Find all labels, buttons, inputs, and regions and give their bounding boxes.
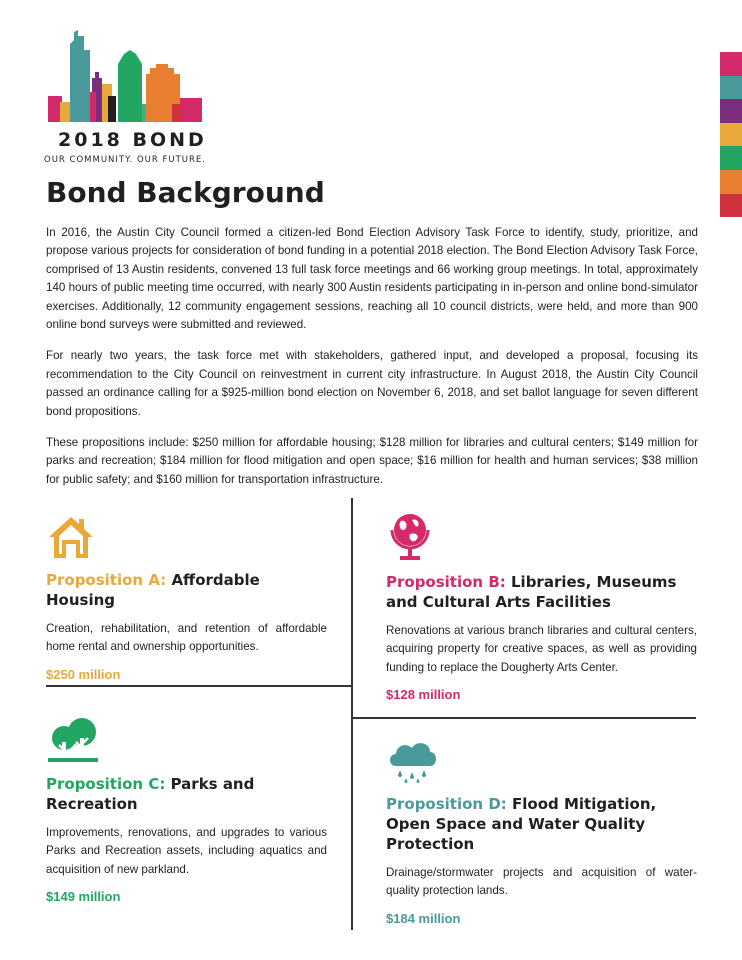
globe-icon bbox=[386, 508, 434, 562]
proposition-c-amount: $149 million bbox=[46, 889, 121, 905]
strip-teal bbox=[720, 76, 742, 100]
proposition-d-name: Flood Mitigation, Open Space and Water Quality Protection bbox=[386, 795, 657, 853]
bond-logo bbox=[44, 30, 206, 166]
proposition-d-amount: $184 million bbox=[386, 910, 461, 926]
proposition-b bbox=[386, 508, 697, 702]
proposition-c-name: Parks and Recreation bbox=[46, 775, 255, 813]
proposition-d-description: Drainage/stormwater projects and acquisition of water-quality protection lands. bbox=[386, 866, 697, 898]
proposition-c bbox=[46, 714, 327, 904]
proposition-a-label: Proposition A: bbox=[46, 571, 167, 589]
logo-title: 2018 BOND bbox=[58, 129, 207, 151]
proposition-a-amount: $250 million bbox=[46, 666, 121, 682]
grid-left-divider bbox=[46, 685, 352, 687]
proposition-c-title bbox=[46, 774, 327, 814]
logo-tagline: OUR COMMUNITY. OUR FUTURE. bbox=[44, 155, 206, 165]
proposition-b-description: Renovations at various branch libraries and cultural centers, acquiring property for creative spaces, as well as providing funding to replace the Dougherty Arts Center. bbox=[386, 624, 697, 674]
proposition-d bbox=[386, 738, 697, 926]
proposition-c-description: Improvements, renovations, and upgrades to various Parks and Recreation assets, including aquatics and acquisition of new parkland. bbox=[46, 826, 327, 876]
proposition-a-description: Creation, rehabilitation, and retention of affordable home rental and ownership opportunities. bbox=[46, 622, 327, 654]
grid-right-divider bbox=[352, 717, 696, 719]
proposition-d-title bbox=[386, 794, 697, 854]
strip-red bbox=[720, 194, 742, 218]
trees-icon bbox=[46, 714, 100, 764]
intro-text bbox=[46, 224, 698, 502]
skyline-logo-graphic bbox=[46, 30, 204, 124]
intro-paragraph-1: In 2016, the Austin City Council formed a citizen-led Bond Election Advisory Task Force to identify, study, prioritize, and propose various projects for consideration of bond funding in a potential 2018 election. The Bond Election Advisory Task Force, comprised of 13 Austin residents, convened 13 full task force meetings and 66 working group meetings. In total, approximately 140 hours of public meeting time occurred, with nearly 300 Austin residents participating in in-person and online bond-simulator exercises. Additionally, 12 community engagement sessions, reaching all 10 council districts, were held, and more than 900 online bond surveys were submitted and reviewed. bbox=[46, 226, 698, 332]
strip-orange bbox=[720, 170, 742, 194]
proposition-b-amount: $128 million bbox=[386, 687, 461, 703]
intro-paragraph-2: For nearly two years, the task force met with stakeholders, gathered input, and developed a proposal, focusing its recommendation to the City Council on reinvestment in current city infrastructure. In August 2018, the Austin City Council passed an ordinance calling for a $925-million bond election on November 6, 2018, and set ballot language for seven different bond propositions. bbox=[46, 349, 698, 418]
intro-paragraph-3: These propositions include: $250 million for affordable housing; $128 million for libraries and cultural centers; $149 million for parks and recreation; $184 million for flood mitigation and open space; $16 million for health and human services; $38 million for public safety; and $160 million for transportation infrastructure. bbox=[46, 436, 698, 486]
strip-purple bbox=[720, 99, 742, 123]
proposition-a-name: Affordable Housing bbox=[46, 571, 260, 609]
proposition-a bbox=[46, 514, 327, 682]
proposition-d-label: Proposition D: bbox=[386, 795, 507, 813]
color-strip bbox=[720, 52, 742, 217]
proposition-b-label: Proposition B: bbox=[386, 573, 506, 591]
strip-pink bbox=[720, 52, 742, 76]
grid-vertical-divider bbox=[351, 498, 353, 930]
proposition-a-title bbox=[46, 570, 327, 610]
strip-gold bbox=[720, 123, 742, 147]
rain-cloud-icon bbox=[386, 738, 440, 784]
strip-green bbox=[720, 146, 742, 170]
house-icon bbox=[46, 514, 96, 560]
proposition-c-label: Proposition C: bbox=[46, 775, 166, 793]
page-title: Bond Background bbox=[46, 176, 325, 209]
proposition-b-title bbox=[386, 572, 697, 612]
proposition-b-name: Libraries, Museums and Cultural Arts Facilities bbox=[386, 573, 677, 611]
